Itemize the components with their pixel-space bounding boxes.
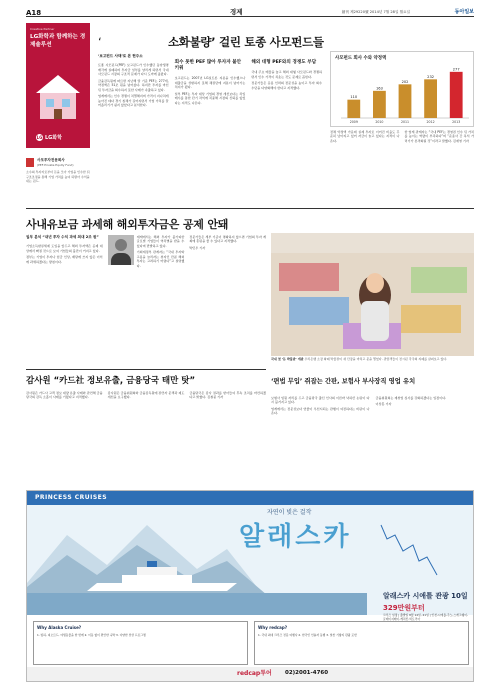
data-label: 202 [401,79,409,84]
alaska-cruise-ad[interactable] [26,490,474,682]
princess-cruises-logo: PRINCESS CRUISES [35,494,108,501]
glossary-term-en: (PEF·Private Equity Fund) [37,163,74,168]
paragraph: 감사원은 카드사 고객 정보 대량 유출 사태와 관련해 금융당국의 감독 소홀이 사태를 키웠다고 지적했다. [26,391,103,400]
chart-bar [373,91,386,118]
chart-bar [450,72,463,118]
glossary-desc: 소수의 투자자로부터 돈을 모아 기업을 인수한 뒤 구조조정을 통해 기업 가치를 높여 되팔아 수익을 내는 펀드. [26,170,90,184]
story1-subhead-2: 해외 대형 PEF와의 경쟁도 부담 [251,60,317,65]
lg-logo-icon: LG [36,134,43,140]
ad-footer [27,667,474,681]
tick-label: 2011 [400,120,410,124]
photo-caption [271,357,474,361]
story1-lead: ‘보고펀드 사태’로 본 현주소 [98,54,143,58]
reporter-photo [108,235,134,265]
divider [26,208,474,209]
paragraph: 국내 주요 매물을 놓고 해외 대형 사모펀드와 경쟁하면서 인수 가격이 치솟는 것도 문제로 꼽힌다. [251,70,322,79]
story3-body [26,391,266,483]
paragraph: 보험사 임원 자리를 두고 금융당국 출신 인사의 이른바 낙하산 논란이 다시 불거지고 있다. [271,396,370,405]
story1-subhead: 회수 못한 PEF 많아 투자자 불안 키워 [174,60,242,72]
bookmark-icon [26,158,34,167]
paper-logo: 동아일보 [454,9,474,15]
pef-chart [330,51,474,127]
paragraph: 기획재정부 관계자는 “국내 투자와 고용을 늘리자는 취지인 만큼 해외 투자는 고려하기 어렵다”고 설명했다. [136,250,185,268]
paragraph [189,391,266,481]
section-name: 경제 [230,8,243,16]
byline: 김철중 기자 [207,395,224,400]
why-redcap-box [254,621,469,665]
ad-price: 329만원부터 [383,604,425,612]
paragraph: 토종 사모펀드(PEF) 보고펀드가 인수했던 동양생명 매각에 실패하며 투자금 일부를 날리게 되면서 국내 사모펀드 시장의 구조적 문제가 다시 도마에 올랐다. [98,63,169,77]
headline-story4[interactable]: ‘편법 무입’ 쥐잡는 간판, 보험사 부사장직 영업 유치 [271,378,416,385]
why-alaska-box [33,621,248,665]
ad-tagline: 자연이 빚은 걸작 [267,509,312,516]
tick-label: 2012 [426,120,435,124]
box-title: Why Alaska Cruise? [37,625,82,630]
headline-story2[interactable]: 사내유보금 과세해 해외투자금은 공제 안돼 [26,218,229,231]
paragraph [405,130,475,200]
chart-title: 사모펀드 회사 수와 약정액 [335,56,387,61]
paragraph: 일부 PEF는 투자 대상 기업의 경영 개선보다는 차입 매수를 통한 단기 차익에 치중해 시장의 신뢰를 잃었다는 지적도 나온다. [174,91,246,105]
paragraph: 감사원은 금융위원회와 금융감독원에 관련자 문책과 제도 개선을 요구했다. [107,391,185,400]
byline: 이상훈 기자 [375,402,392,407]
story2-lead: 일부 분석 “내년 투자 수익 과세 최대 2조 원” [26,235,99,239]
data-label: 110 [350,95,358,100]
paragraph: 기업소득환류세제 도입을 앞두고 해외 투자액은 공제 대상에서 빠질 것으로 보여 기업들의 불만이 커지고 있다. [26,244,103,253]
tick-label: 2013 [452,120,461,124]
paragraph: 금융감독원에 따르면 지난해 말 기준 PEF는 277개, 약정액은 51조 원을 넘어섰다. 하지만 투자를 마친 뒤 투자금을 회수하지 못한 사례가 속출하고 있다. [98,78,169,92]
headline-story3[interactable]: 감사원 “카드社 정보유출, 금융당국 태만 탓” [26,376,196,386]
page-number: A18 [26,9,42,17]
ad-title: 알래스카 [239,522,352,552]
ad-brand-name: LG화학 [45,134,62,141]
ad-kicker: Creative Partner [30,27,55,31]
paragraph-text: 금융당국은 감사 결과를 받아들여 후속 조치를 마련하겠다고 밝혔다. [189,391,266,400]
ad-info-boxes [33,621,469,665]
story1-body [98,54,322,199]
paragraph-text: 한 업계 관계자는 “국내 PEF는 경영권 인수 뒤 가치를 높이는 역량이 부족하다”며 “운용사 간 옥석 가리기가 본격화될 것”이라고 말했다. [404,130,474,143]
tick-label: 2009 [349,120,358,124]
chart-svg [331,52,475,128]
house-illustration [34,69,82,123]
data-label: 277 [452,67,460,72]
redcap-logo: redcap투어 [237,670,272,677]
ad-headline: LG화학과 함께하는 경제솔루션 [30,34,86,48]
issue-date: 創刊 제29220號 2014년 7월 28일 월요일 [341,10,410,14]
paragraph: 전체 약정액 가운데 실제 투자로 이어진 비율도 꾸준히 낮아지고 있어 자금이 놀고 있다는 지적이 나온다. [330,130,400,143]
paragraph: 금융위원회는 재취업 심사를 강화하겠다는 입장이다. [375,396,447,400]
data-label: 163 [375,86,383,91]
lg-chem-ad[interactable] [26,23,90,148]
chart-bar [399,84,412,118]
page-header [26,8,474,17]
data-label: 232 [427,74,435,79]
ad-brand [36,134,62,142]
byline: 김재영 기자 [452,138,469,143]
story4-body [271,396,474,484]
caption-text: 우리은행 소장 화폐 박물관이 새 단장을 마치고 문을 열었다. 관람객들이 전시된 각국의 지폐를 살펴보고 있다. [304,357,448,361]
headline-story1[interactable]: 소화불량’ 걸린 토종 사모펀드들 [168,35,324,49]
ad-info: 크루즈 일정 | 출발일 8월 14일, 21일 | 인천-시애틀-주노-스캐그웨이-글레이셔베이-케치칸-빅토리아 [383,613,468,622]
story2-body [26,235,266,358]
box-text: 1. 빙하, 피오르드, 야생동물을 한 번에 2. 이동 없이 편안한 숙박 3. 다양한 선상 프로그램 [37,632,146,637]
banknotes-image [271,253,474,356]
caption-title: 국내 첫 ‘돈 박물관’ 개관 [271,357,304,361]
box-text: 1. 국내 최대 크루즈 전문 여행사 2. 한국인 인솔자 동행 3. 알찬 기항지 관광 포함 [258,632,357,637]
paragraph: 업계에서는 전문성보다 연줄이 우선시되는 관행이 여전하다는 비판이 나온다. [271,406,370,416]
money-museum-photo[interactable] [271,233,474,356]
paragraph: 업계에서는 인수 경쟁이 치열해지며 가격이 지나치게 높아진 데다 경기 침체가 길어지면서 기업 가치를 끌어올리기가 쉽지 않았다고 분석한다. [98,94,169,108]
byline: 박민우 기자 [189,245,206,250]
paragraph: 전문가들은 운용 인력의 전문성을 높이고 투자 회수 수단을 다양화해야 한다고 지적했다. [251,81,322,90]
glossary-term: 사모투자전문회사 [37,158,65,162]
paragraph: 재계에서는 해외 투자가 불가피한 글로벌 기업들이 역차별을 받을 수 있다며 반발하고 있다. [136,235,185,248]
phone-number[interactable]: 02)2001-4760 [285,670,329,676]
story1-right-body [330,130,474,200]
glossary-box [26,158,90,183]
chart-bar [424,79,437,118]
ad-subtitle: 알래스카 시애틀 관광 10일 [383,592,468,600]
divider [26,369,266,370]
paragraph: 전문가들은 세부 기준이 명확하지 않으면 기업의 투자 계획에 혼란을 줄 수 있다고 지적했다. [189,235,266,244]
chart-bar [347,100,360,118]
headline-quote: ‘ [98,35,102,49]
tick-label: 2010 [375,120,384,124]
paragraph: 정부는 기업이 투자나 임금 인상, 배당에 쓰지 않은 이익에 과세하겠다는 방침이다. [26,255,103,264]
box-title: Why redcap? [258,625,288,630]
paragraph: 보고펀드는 2007년 LG실트론 지분을 인수했으나 대출금을 상환하지 못해 채권단에 지분이 넘어가는 처지가 됐다. [174,76,246,90]
